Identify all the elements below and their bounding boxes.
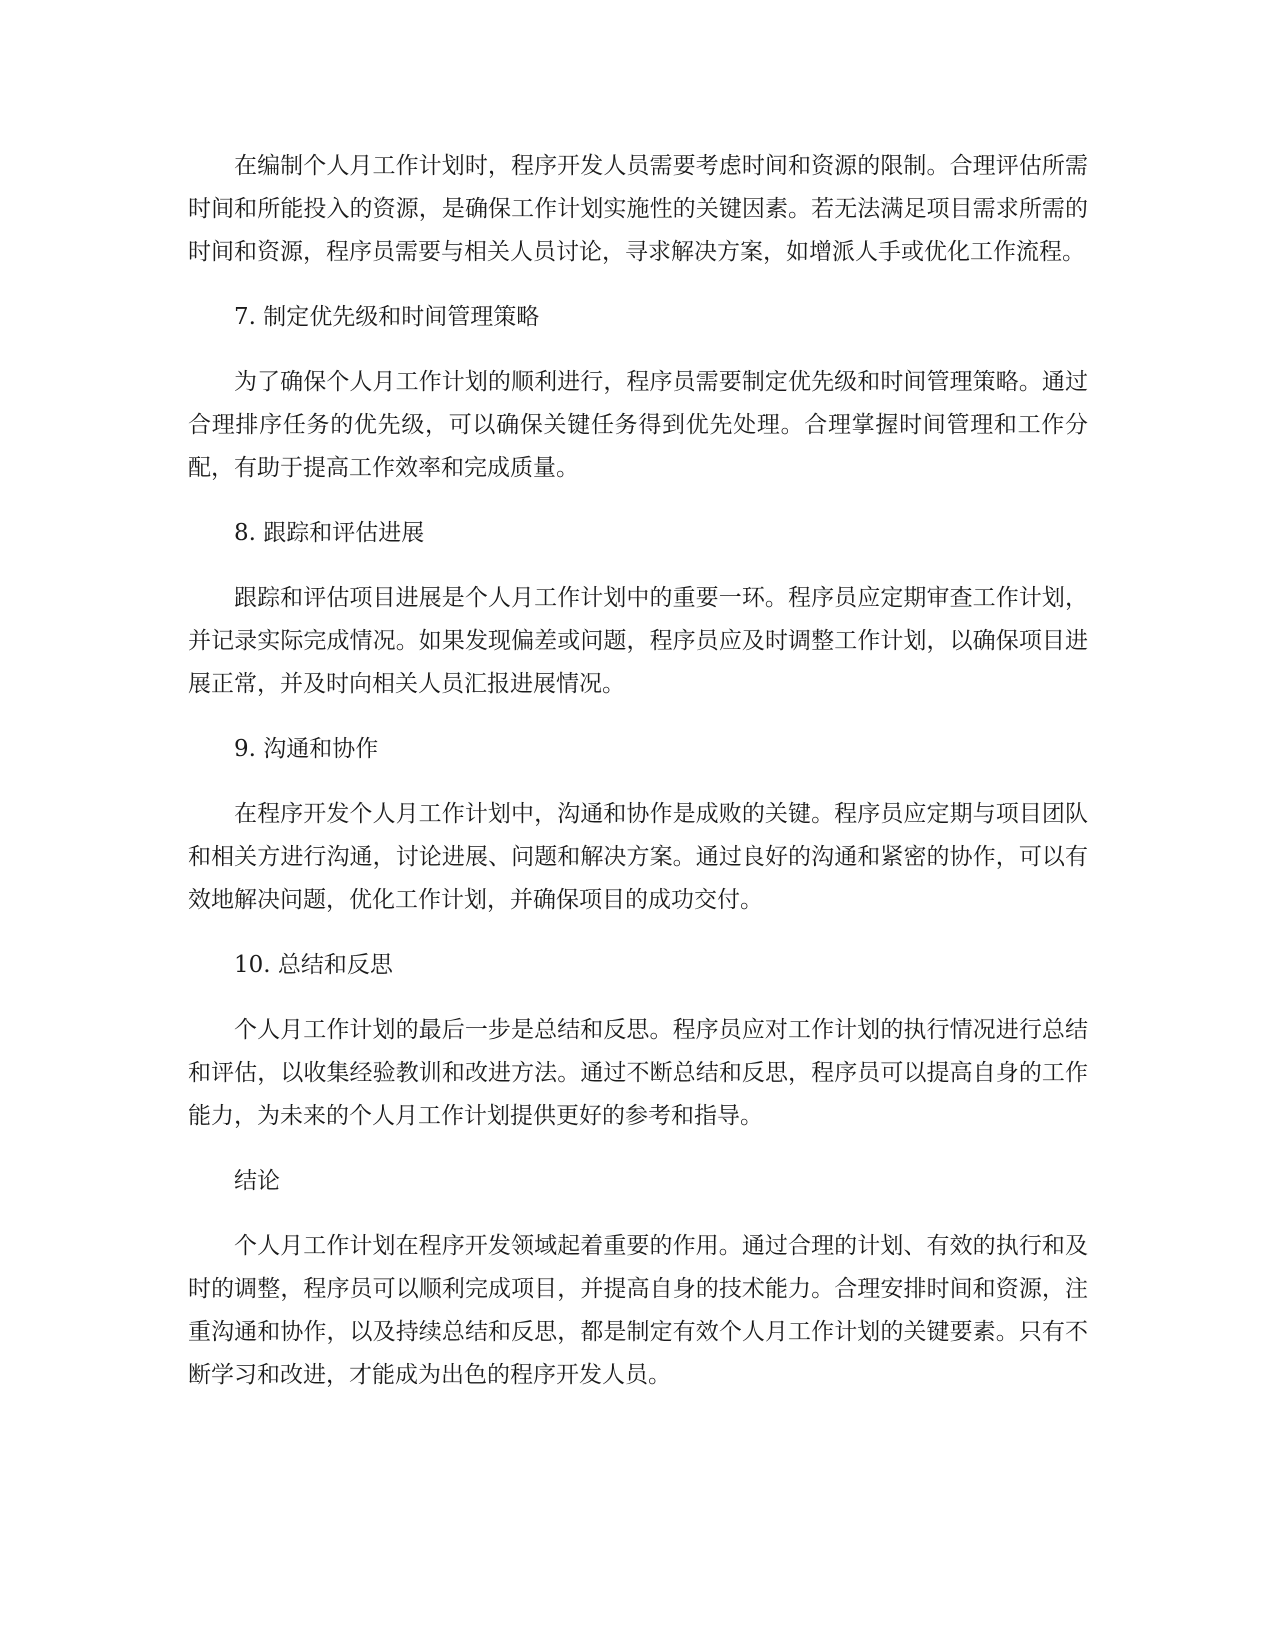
section-heading-9: 9. 沟通和协作	[234, 736, 379, 762]
section-heading-7: 7. 制定优先级和时间管理策略	[234, 304, 540, 330]
section-heading-8: 8. 跟踪和评估进展	[234, 520, 425, 546]
paragraph-track-progress: 跟踪和评估项目进展是个人月工作计划中的重要一环。程序员应定期审查工作计划，并记录实际完成情况。如果发现偏差或问题，程序员应及时调整工作计划，以确保项目进展正常，并及时向相关人员汇报进展情况。	[188, 585, 1088, 697]
paragraph-priority-strategy: 为了确保个人月工作计划的顺利进行，程序员需要制定优先级和时间管理策略。通过合理排序任务的优先级，可以确保关键任务得到优先处理。合理掌握时间管理和工作分配，有助于提高工作效率和完成质量。	[188, 369, 1088, 481]
paragraph-resource-constraints: 在编制个人月工作计划时，程序开发人员需要考虑时间和资源的限制。合理评估所需时间和所能投入的资源，是确保工作计划实施性的关键因素。若无法满足项目需求所需的时间和资源，程序员需要与相关人员讨论，寻求解决方案，如增派人手或优化工作流程。	[188, 153, 1088, 265]
paragraph-reflection: 个人月工作计划的最后一步是总结和反思。程序员应对工作计划的执行情况进行总结和评估，以收集经验教训和改进方法。通过不断总结和反思，程序员可以提高自身的工作能力，为未来的个人月工作计划提供更好的参考和指导。	[188, 1017, 1088, 1129]
paragraph-communication: 在程序开发个人月工作计划中，沟通和协作是成败的关键。程序员应定期与项目团队和相关方进行沟通，讨论进展、问题和解决方案。通过良好的沟通和紧密的协作，可以有效地解决问题，优化工作计划，并确保项目的成功交付。	[188, 801, 1088, 913]
paragraph-conclusion: 个人月工作计划在程序开发领域起着重要的作用。通过合理的计划、有效的执行和及时的调整，程序员可以顺利完成项目，并提高自身的技术能力。合理安排时间和资源，注重沟通和协作，以及持续总结和反思，都是制定有效个人月工作计划的关键要素。只有不断学习和改进，才能成为出色的程序开发人员。	[188, 1233, 1088, 1388]
section-heading-conclusion: 结论	[234, 1168, 280, 1194]
document-body	[188, 145, 1088, 1419]
section-heading-10: 10. 总结和反思	[234, 952, 393, 978]
